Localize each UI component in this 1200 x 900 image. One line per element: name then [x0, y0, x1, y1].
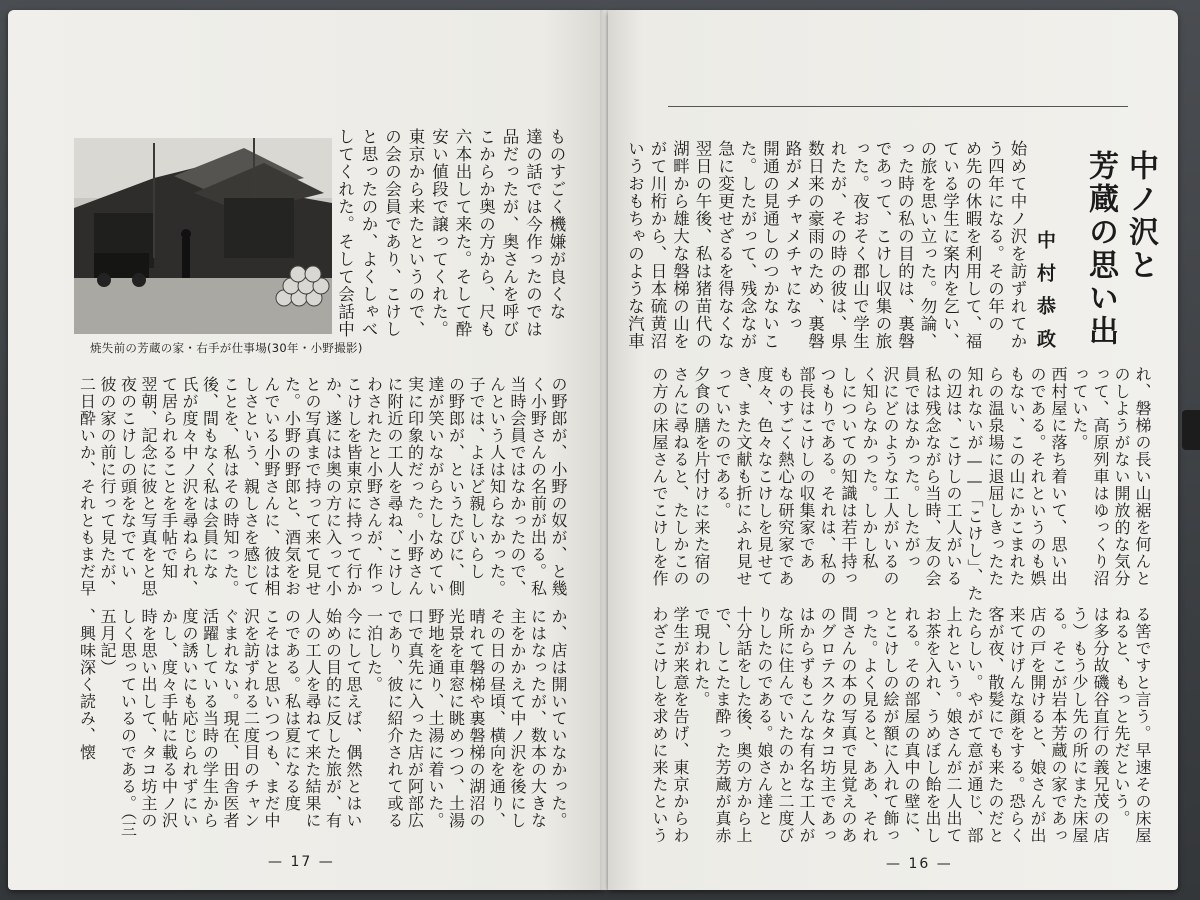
text-column: る筈ですと言う。早速その床屋 — [1133, 606, 1152, 844]
text-column: のである。私は夏になる度 — [282, 608, 302, 812]
text-column: った。夜おそく郡山で学生 — [850, 140, 870, 350]
text-column: 人の工人を尋ねて来た結果に — [303, 608, 322, 829]
text-column: は多分故磯谷直行の義兄茂の店 — [1091, 606, 1110, 844]
text-column: であって、こけし収集の旅 — [873, 140, 892, 350]
text-column: 光景を車窓に眺めつつ、土湯 — [446, 608, 466, 829]
text-column: こそはと思いつつも、まだ中 — [262, 608, 281, 829]
text-column: 晴れて磐梯や裏磐梯の湖沼の — [467, 608, 486, 829]
text-column: はからずもこんな有名な工人が — [797, 606, 816, 844]
text-column: 後、間もなく私は会員にな — [200, 376, 220, 580]
text-column: 氏が度々中ノ沢を尋ねられ、 — [180, 376, 199, 597]
text-column: った時の私の目的は、裏磐 — [895, 140, 915, 350]
text-column: 度の誘いにも応じられずにい — [180, 608, 199, 829]
text-column: との写真まで持って来て見せ — [303, 376, 322, 597]
text-column: つもりである。それは、私の — [818, 366, 837, 587]
text-column: 始めの目的に反した旅が、有 — [323, 608, 343, 829]
text-column: 翌日の午後、私は猪苗代の — [693, 140, 712, 350]
text-column: ものすごく熱心な研究家であ — [776, 366, 795, 587]
text-column: れる。その部屋の真中の壁に、 — [902, 606, 921, 844]
text-column: で現われた。 — [692, 606, 711, 708]
text-column: 達が笑いながらたしなめてい — [426, 376, 445, 597]
text-column: してくれた。そして会話中 — [335, 128, 355, 338]
text-column: ものすごく機嫌が良くな — [547, 128, 566, 321]
page-marker-tab — [1182, 410, 1200, 450]
text-column: き、また文献も折にふれ見せ — [734, 366, 753, 587]
text-column: 五月記） — [98, 608, 117, 676]
text-column: 客が夜、散髪にでも来たのだと — [986, 606, 1005, 844]
text-column: 一泊した。 — [364, 608, 384, 693]
text-column: 子では、よほど親しいらし — [467, 376, 486, 580]
text-column: 数日来の豪雨のため、裏磐 — [805, 140, 825, 350]
text-column: く小野さんの名前が出る。私 — [528, 376, 548, 597]
text-column: の辺は、こけしの工人がいる — [944, 366, 963, 587]
text-column: 六本出して来た。そして酔 — [453, 128, 472, 338]
text-column: 度々、色々なこけしを見せて — [755, 366, 774, 587]
text-column: 活躍している当時の学生から — [200, 608, 220, 829]
page-number-17: — 17 — — [268, 854, 335, 870]
text-column: 西村屋に落ち着いて、思い出 — [1049, 366, 1068, 587]
text-column: っていた。 — [1070, 366, 1089, 451]
text-column: う四年になる。その年の — [985, 140, 1005, 333]
text-column: 路がメチャメチャになっ — [783, 140, 802, 333]
text-column: 安い値段で譲ってくれた。 — [429, 128, 449, 338]
text-column: に附近の工人を尋ね、こけし — [385, 376, 404, 597]
text-column: 始めて中ノ沢を訪ずれてか — [1008, 140, 1027, 350]
text-column: め先の休暇を利用して、福 — [963, 140, 982, 350]
text-column: く知らなかった。しかし私 — [860, 366, 879, 570]
text-column: らの温泉場に退屈しきったた — [986, 366, 1005, 587]
text-column: と思ったのか、よくしゃべ — [359, 128, 378, 338]
text-column: 店の戸を開けると、娘さんが出 — [1028, 606, 1047, 844]
text-column: 東京から来たというので、 — [406, 128, 425, 338]
text-column: の会の会員であり、こけし — [382, 128, 402, 338]
text-column: っていたのである。 — [713, 366, 732, 519]
text-column: しさという、親しさを感じて — [241, 376, 261, 597]
text-column: 当時会員ではなかったので、 — [508, 376, 527, 597]
text-column: の方の床屋さんでこけしを作 — [650, 366, 669, 587]
text-column: その日の昼頃、横向を通り、 — [487, 608, 507, 829]
text-column: 彼の家の前に行って見たが、 — [98, 376, 117, 597]
text-column: 湖畔から雄大な磐梯の山を — [670, 140, 690, 350]
text-column: 沢にどのような工人がいるの — [881, 366, 900, 587]
text-column: とこけしの絵が額に入れて飾っ — [881, 606, 900, 844]
text-column: しについての知識は若干持っ — [839, 366, 858, 587]
text-column: 学生が来意を告げ、東京からわ — [671, 606, 690, 844]
text-column: た。したがって、残念なが — [738, 140, 757, 350]
text-column: たらしい。やがて意が通じ、部 — [965, 606, 984, 844]
text-column: か、遂には奥の方に入って小 — [323, 376, 343, 597]
text-column: ねると、もっと先だという。 — [1112, 606, 1131, 827]
text-column: 時を思い出して、タコ坊主の — [139, 608, 158, 829]
text-column: 今にして思えば、偶然とはい — [344, 608, 363, 829]
text-column: のしようがない開放的な気分 — [1112, 366, 1131, 587]
text-column: 開通の見通しのつかないこ — [760, 140, 780, 350]
text-column: 員ではなかった。したがっ — [902, 366, 921, 570]
text-column: の旅を思い立った。勿論、 — [918, 140, 937, 350]
text-column: 上れという。娘さんが二人出て — [944, 606, 963, 844]
text-column: 急に変更せざるを得なくな — [715, 140, 735, 350]
text-column: にはなったが、数本の大きな — [528, 608, 548, 829]
text-column: 間さんの本の写真で見覚えのあ — [839, 606, 858, 844]
text-column: ている学生に案内を乞い、 — [940, 140, 960, 350]
text-column: 達の話では今作ったのでは — [523, 128, 543, 338]
text-column: で、しこたま酔った芳蔵が真赤 — [713, 606, 732, 844]
text-column: 主をかかえて中ノ沢を後にし — [508, 608, 527, 829]
text-column: 翌朝、記念に彼と写真をと思 — [139, 376, 158, 597]
text-column: かし、度々手帖に載る中ノ沢 — [159, 608, 179, 829]
text-column: の野郎が、小野の奴が、と幾 — [549, 376, 568, 597]
text-column: お茶を入れ、うめぼし飴を出し — [923, 606, 942, 844]
text-column: んでいる小野さんに、彼は相 — [262, 376, 281, 597]
text-column: ぐまれない。現在、田舎医者 — [221, 608, 240, 829]
text-column: のグロテスクなタコ坊主であっ — [818, 606, 837, 844]
text-column: の野郎が、というたびに、側 — [446, 376, 466, 597]
text-column: な所に住んでいたのかと二度び — [776, 606, 795, 844]
text-column: りしたのである。娘さん達と — [755, 606, 774, 827]
page-number-16: — 16 — — [886, 856, 953, 872]
text-column: わざこけしを求めに来たという — [650, 606, 669, 844]
text-column: わされたと小野さんが、作っ — [364, 376, 384, 597]
text-column: う）もう少し先の所にまた床屋 — [1070, 606, 1089, 844]
text-column: れたが、その時の彼は、県 — [828, 140, 847, 350]
text-column: 実に印象的だった。小野さん — [405, 376, 425, 597]
text-column: いうおもちゃのような汽車 — [625, 140, 645, 350]
text-column: 口で真先に入った店が阿部広 — [405, 608, 425, 829]
text-column: こからか奥の方から、尺も — [476, 128, 496, 338]
text-column: がて川桁から、日本硫黄沼 — [648, 140, 667, 350]
book-spread — [8, 10, 1178, 898]
text-column: 知れないが——「こけし」、た — [965, 366, 984, 602]
text-column: んという人は知らなかった。 — [487, 376, 507, 597]
left-page — [8, 10, 604, 890]
text-column: もない、この山にかこまれた — [1007, 366, 1026, 587]
text-column: れ、磐梯の長い山裾を何んと — [1133, 366, 1152, 587]
article-title: 中ノ沢と 芳蔵の思い出 — [1083, 150, 1158, 348]
text-column: 品だったが、奥さんを呼び — [500, 128, 519, 338]
text-column: った。よく見ると、ああ、それ — [860, 606, 879, 844]
text-column: 部長はこけしの収集家であ — [797, 366, 816, 570]
text-column: て居られることを手帖で知 — [159, 376, 179, 580]
text-column: 夜のこけしの頭をなでてい — [118, 376, 138, 580]
text-column: 私は残念ながら当時、友の会 — [923, 366, 942, 587]
text-column: 、興味深く読み、懐 — [77, 608, 97, 761]
text-column: 二日酔いか、それともまだ早 — [77, 376, 97, 597]
text-column: さんに尋ねると、たしかこの — [671, 366, 690, 587]
article-author: 中村恭政 — [1034, 230, 1056, 362]
house-photo — [74, 138, 332, 334]
house-photo-image — [74, 138, 332, 334]
text-column: 野地を通り、土湯に着いた。 — [426, 608, 445, 829]
right-page — [608, 10, 1178, 890]
text-column: 夕食の膳を片付けに来た宿の — [692, 366, 711, 587]
text-column: 来てけげんな顔をする。恐らく — [1007, 606, 1026, 844]
text-column: 十分話をした後、奥の方から上 — [734, 606, 753, 844]
text-column: しく思っているのである。（三 — [118, 608, 138, 838]
text-column: って、高原列車はゆっくり沼 — [1091, 366, 1110, 587]
text-column: た。小野の野郎と、酒気をお — [282, 376, 302, 597]
top-rule — [668, 106, 1128, 107]
text-column: る。そこが岩本芳蔵の家であっ — [1049, 606, 1068, 844]
text-column: 沢を訪ずれる二度目のチャン — [241, 608, 261, 829]
text-column: ことを、私はその時知った。 — [221, 376, 240, 597]
photo-caption: 焼失前の芳蔵の家・右手が仕事場(30年・小野撮影) — [90, 341, 363, 355]
text-column: こけしを皆東京に持って行か — [344, 376, 363, 597]
text-column: のである。それというのも娯 — [1028, 366, 1047, 587]
text-column: であり、彼に紹介されて或る — [385, 608, 404, 829]
text-column: か、店は開いていなかった。 — [549, 608, 568, 829]
